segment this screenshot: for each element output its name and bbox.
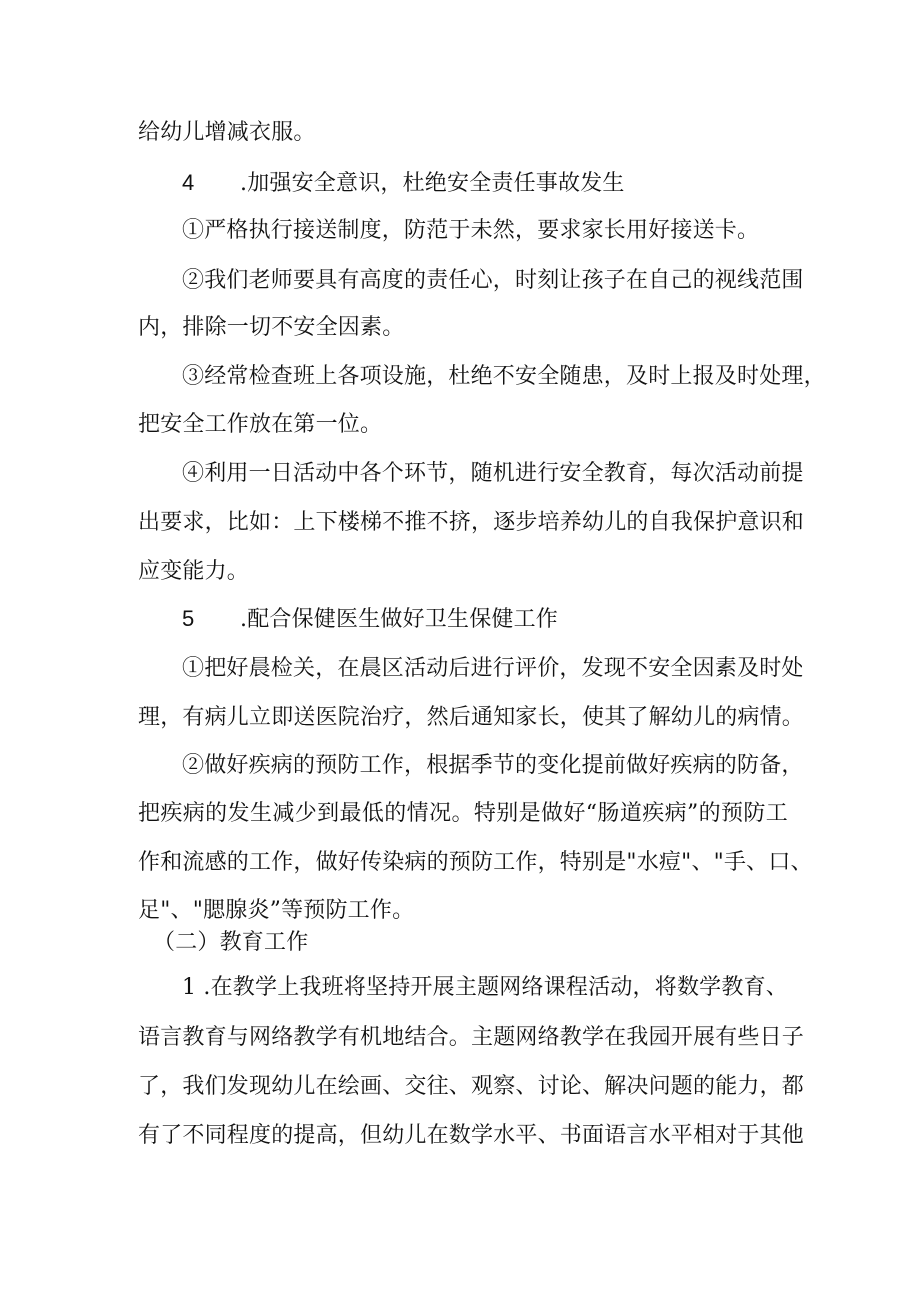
paragraph-line: 把疾病的发生减少到最低的情况。特别是做好“肠道疾病”的预防工 <box>138 801 788 826</box>
paragraph-line: 了，我们发现幼儿在绘画、交往、观察、讨论、解决问题的能力，都 <box>138 1074 805 1099</box>
paragraph-line: ②做好疾病的预防工作，根据季节的变化提前做好疾病的防备， <box>182 753 804 778</box>
paragraph-line: 足"、"腮腺炎”等预防工作。 <box>138 898 415 923</box>
paragraph-line: 语言教育与网络教学有机地结合。主题网络教学在我园开展有些日子 <box>138 1025 805 1050</box>
paragraph-line: 把安全工作放在第一位。 <box>138 412 383 437</box>
heading-number: 5 <box>182 606 195 631</box>
paragraph-line: ③经常检查班上各项设施，杜绝不安全随患，及时上报及时处理， <box>182 364 826 389</box>
heading-number: 4 <box>182 170 195 195</box>
paragraph-line: ①把好晨检关，在晨区活动后进行评价，发现不安全因素及时处 <box>182 656 804 681</box>
paragraph-line: 内，排除一切不安全因素。 <box>138 315 405 340</box>
paragraph-line: ①严格执行接送制度，防范于未然，要求家长用好接送卡。 <box>182 218 760 243</box>
section-heading: （二）教育工作 <box>153 930 309 955</box>
heading-item-4 <box>182 168 788 199</box>
paragraph-line: 给幼儿增减衣服。 <box>138 120 316 145</box>
paragraph-line: 作和流感的工作，做好传染病的预防工作，特别是"水痘"、"手、口、 <box>138 850 813 875</box>
heading-text: .配合保健医生做好卫生保健工作 <box>240 607 558 632</box>
paragraph-line: 1 .在教学上我班将坚持开展主题网络课程活动，将数学教育、 <box>182 975 788 1000</box>
paragraph-line: 理，有病儿立即送医院治疗，然后通知家长，使其了解幼儿的病情。 <box>138 705 805 730</box>
paragraph-line: ②我们老师要具有高度的责任心，时刻让孩子在自己的视线范围 <box>182 268 804 293</box>
paragraph-line: ④利用一日活动中各个环节，随机进行安全教育，每次活动前提 <box>182 461 804 486</box>
heading-text: .加强安全意识，杜绝安全责任事故发生 <box>240 171 625 196</box>
paragraph-line: 有了不同程度的提高，但幼儿在数学水平、书面语言水平相对于其他 <box>138 1123 805 1148</box>
paragraph-line: 应变能力。 <box>138 559 250 584</box>
paragraph-line: 出要求，比如：上下楼梯不推不挤，逐步培养幼儿的自我保护意识和 <box>138 510 805 535</box>
heading-item-5 <box>182 604 788 635</box>
